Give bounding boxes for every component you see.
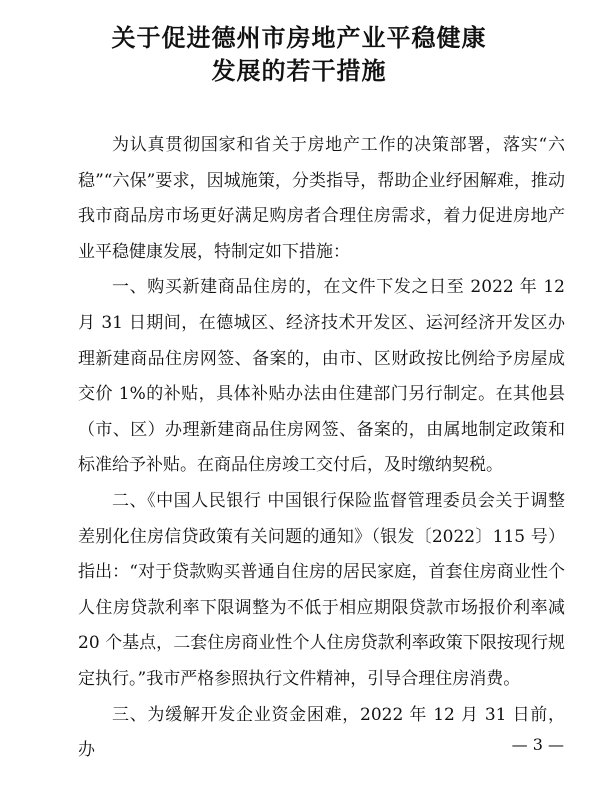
title-line-2: 发展的若干措施: [211, 57, 387, 85]
paragraph-measure-2: 二、《中国人民银行 中国银行保险监督管理委员会关于调整差别化住房信贷政策有关问题的通知》（银发〔2022〕115 号）指出：“对于贷款购买普通自住房的居民家庭，首套住房商业性个人住房贷款利率下限调整为不低于相应期限贷款市场报价利率减 20 个基点，二套住房商业性个人住房贷款利率政策下限按现行规定执行。”我市严格参照执行文件精神，引导合理住房消费。: [78, 490, 565, 689]
paragraph-intro: 为认真贯彻国家和省关于房地产工作的决策部署，落实“六稳”“六保”要求，因城施策，分类指导，帮助企业纾困解难，推动我市商品房市场更好满足购房者合理住房需求，着力促进房地产业平稳健康发展，特制定如下措施：: [78, 135, 565, 262]
paragraph-measure-3: 三、为缓解开发企业资金困难，2022 年 12 月 31 日前，办: [78, 704, 565, 761]
document-body: [78, 128, 565, 769]
paragraph-measure-1: 一、购买新建商品住房的，在文件下发之日至 2022 年 12 月 31 日期间，在德城区、经济技术开发区、运河经济开发区办理新建商品住房网签、备案的，由市、区财政按比例给予房屋成交价 1%的补贴，具体补贴办法由住建部门另行制定。在其他县（市、区）办理新建商品住房网签、备案的，由属地制定政策和标准给予补贴。在商品住房竣工交付后，及时缴纳契税。: [78, 277, 565, 476]
title-line-1: 关于促进德州市房地产业平稳健康: [111, 24, 487, 52]
page-number: — 3 —: [511, 735, 564, 754]
document-title: [0, 22, 598, 88]
